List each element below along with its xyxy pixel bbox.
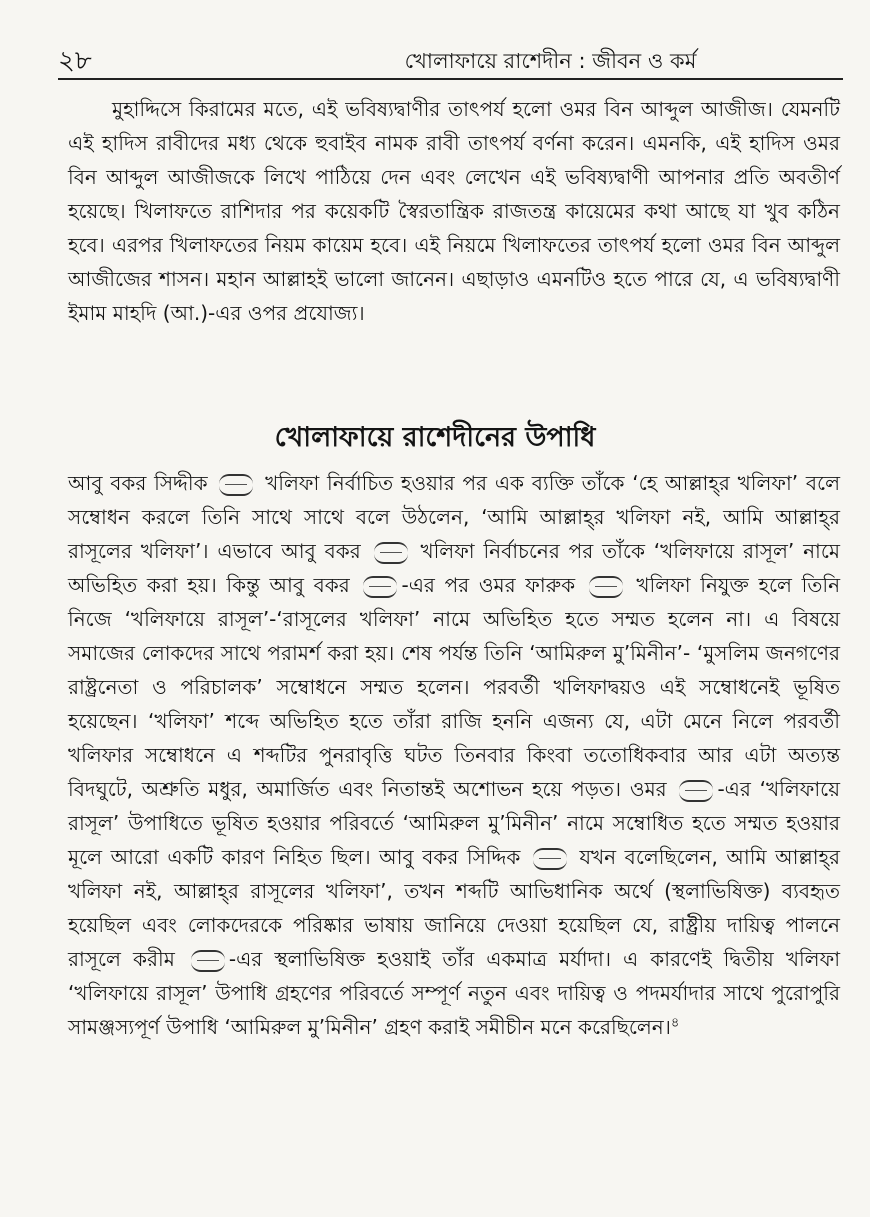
radiyallahu-anhu-calligraphy-icon xyxy=(219,474,253,496)
text-segment: খলিফা নির্বাচিত হওয়ার পর এক ব্যক্তি তাঁকে ‘হে আল্লাহ্‌র খলিফা’ বলে সম্বোধন করলে তিনি সাথে সাথে বলে উঠলেন, ‘আমি আল্লাহ্‌র খলিফা নই, আমি আল্লাহ্‌র রাসূলের খলিফা’। এভাবে আবু বকর xyxy=(68,471,840,563)
page-number: ২৮ xyxy=(58,46,92,76)
radiyallahu-anhu-calligraphy-icon xyxy=(589,576,623,598)
text-segment: -এর ‘খলিফায়ে রাসূল’ উপাধিতে ভূষিত হওয়ার পরিবর্তে ‘আমিরুল মু’মিনীন’ নামে সম্বোধিত হতে সম্মত হওয়ার মূলে আরো একটি কারণ নিহিত ছিল। আবু বকর সিদ্দিক xyxy=(68,777,840,869)
radiyallahu-anhu-calligraphy-icon xyxy=(374,542,408,564)
running-title: খোলাফায়ে রাশেদীন : জীবন ও কর্ম xyxy=(404,49,697,73)
sallallahu-alaihi-wasallam-calligraphy-icon xyxy=(191,950,225,972)
text-segment: খলিফা নিযুক্ত হলে তিনি নিজে ‘খলিফায়ে রাসূল’-‘রাসূলের খলিফা’ নামে অভিহিত হতে সম্মত হলেন না। এ বিষয়ে সমাজের লোকদের সাথে পরামর্শ করা হয়। শেষ পর্যন্ত তিনি ‘আমিরুল মু’মিনীন’- ‘মুসলিম জনগণের রাষ্ট্রনেতা ও পরিচালক’ সম্বোধনে সম্মত হলেন। পরবর্তী খলিফাদ্বয়ও এই সম্বোধনেই ভূষিত হয়েছেন। ‘খলিফা’ শব্দে অভিহিত হতে তাঁরা রাজি হননি এজন্য যে, এটা মেনে নিলে পরবর্তী খলিফার সম্বোধনে এ শব্দটির পুনরাবৃত্তি ঘটত তিনবার কিংবা ততোধিকবার আর এটা অত্যন্ত বিদঘুটে, অশ্রুতি মধুর, অমার্জিত এবং নিতান্তই অশোভন হয়ে পড়ত। ওমর xyxy=(68,573,841,801)
text-segment: -এর পর ওমর ফারুক xyxy=(401,573,576,597)
text-segment: -এর স্থলাভিষিক্ত হওয়াই তাঁর একমাত্র মর্যাদা। এ কারণেই দ্বিতীয় খলিফা ‘খলিফায়ে রাসূল’ উপাধি গ্রহণের পরিবর্তে সম্পূর্ণ নতুন এবং দায়িত্ব ও পদমর্যাদার সাথে পুরোপুরি সামঞ্জস্যপূর্ণ উপাধি ‘আমিরুল মু’মিনীন’ গ্রহণ করাই সমীচীন মনে করেছিলেন। xyxy=(68,947,840,1039)
section-heading: খোলাফায়ে রাশেদীনের উপাধি xyxy=(274,422,596,453)
paragraph-prophecy: মুহাদ্দিসে কিরামের মতে, এই ভবিষ্যদ্বাণীর তাৎপর্য হলো ওমর বিন আব্দুল আজীজ। যেমনটি এই হাদিস রাবীদের মধ্য থেকে হুবাইব নামক রাবী তাৎপর্য বর্ণনা করেন। এমনকি, এই হাদিস ওমর বিন আব্দুল আজীজকে লিখে পাঠিয়ে দেন এবং লেখেন এই ভবিষ্যদ্বাণী আপনার প্রতি অবতীর্ণ হয়েছে। খিলাফতে রাশিদার পর কয়েকটি স্বৈরতান্ত্রিক রাজতন্ত্র কায়েমের কথা আছে যা খুব কঠিন হবে। এরপর খিলাফতের নিয়ম কায়েম হবে। এই নিয়মে খিলাফতের তাৎপর্য হলো ওমর বিন আব্দুল আজীজের শাসন। মহান আল্লাহই ভালো জানেন। এছাড়াও এমনটিও হতে পারে যে, এ ভবিষ্যদ্বাণী ইমাম মাহদি (আ.)-এর ওপর প্রযোজ্য। xyxy=(68,97,840,325)
paragraph-titles xyxy=(68,466,840,1044)
radiyallahu-anhu-calligraphy-icon xyxy=(679,780,713,802)
page-header xyxy=(58,44,843,80)
text-segment: যখন বলেছিলেন, আমি আল্লাহ্‌র খলিফা নই, আল্লাহ্‌র রাসূলের খলিফা’, তখন শব্দটি আভিধানিক অর্থে (স্থলাভিষিক্ত) ব্যবহৃত হয়েছিল এবং লোকদেরকে পরিষ্কার ভাষায় জানিয়ে দেওয়া হয়েছিল যে, রাষ্ট্রীয় দায়িত্ব পালনে রাসূলে করীম xyxy=(68,845,840,971)
text-segment: খলিফা নির্বাচনের পর তাঁকে ‘খলিফায়ে রাসূল’ নামে অভিহিত করা হয়। কিন্তু আবু বকর xyxy=(68,539,840,597)
text-segment: আবু বকর সিদ্দীক xyxy=(68,471,208,495)
radiyallahu-anhu-calligraphy-icon xyxy=(363,576,397,598)
radiyallahu-anhu-calligraphy-icon xyxy=(533,848,567,870)
footnote-marker: ৪ xyxy=(670,1015,680,1031)
